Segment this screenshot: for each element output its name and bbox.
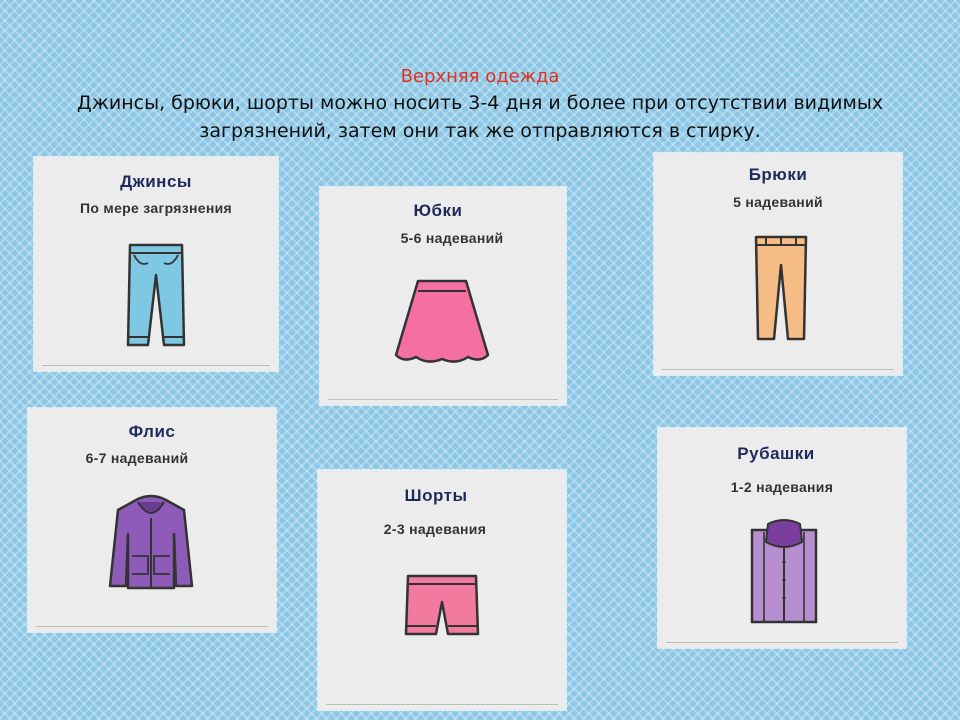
card-shorts-name: Шорты	[404, 486, 468, 505]
card-jeans	[34, 157, 278, 371]
card-shorts-count: 2-3 надевания	[383, 521, 487, 537]
card-skirts	[320, 187, 566, 405]
card-skirts-name: Юбки	[413, 201, 463, 220]
skirt-icon	[392, 277, 492, 367]
pants-icon	[752, 233, 810, 343]
slide-heading	[0, 66, 960, 144]
hoodie-icon	[106, 494, 196, 594]
card-shirts-count: 1-2 надевания	[730, 479, 834, 495]
shirt-icon	[748, 518, 820, 626]
card-shirts-name: Рубашки	[737, 444, 815, 463]
slide-title: Верхняя одежда	[400, 66, 560, 87]
card-shorts	[318, 470, 566, 710]
card-jeans-name: Джинсы	[120, 172, 192, 191]
card-pants-count: 5 надеваний	[733, 194, 823, 210]
card-fleece-name: Флис	[128, 422, 176, 441]
card-skirts-count: 5-6 надеваний	[400, 230, 504, 246]
card-fleece	[28, 408, 276, 632]
slide-subtitle-line-2: загрязнений, затем они так же отправляются в стирку.	[199, 120, 761, 142]
shorts-icon	[404, 572, 480, 638]
card-fleece-count: 6-7 надеваний	[85, 450, 189, 466]
card-shirts	[658, 428, 906, 648]
card-pants	[654, 153, 902, 375]
card-pants-name: Брюки	[748, 165, 808, 184]
card-jeans-count: По мере загрязнения	[80, 200, 232, 216]
jeans-icon	[124, 241, 188, 349]
slide-subtitle-line-1: Джинсы, брюки, шорты можно носить 3-4 дня и более при отсутствии видимых	[76, 92, 884, 114]
